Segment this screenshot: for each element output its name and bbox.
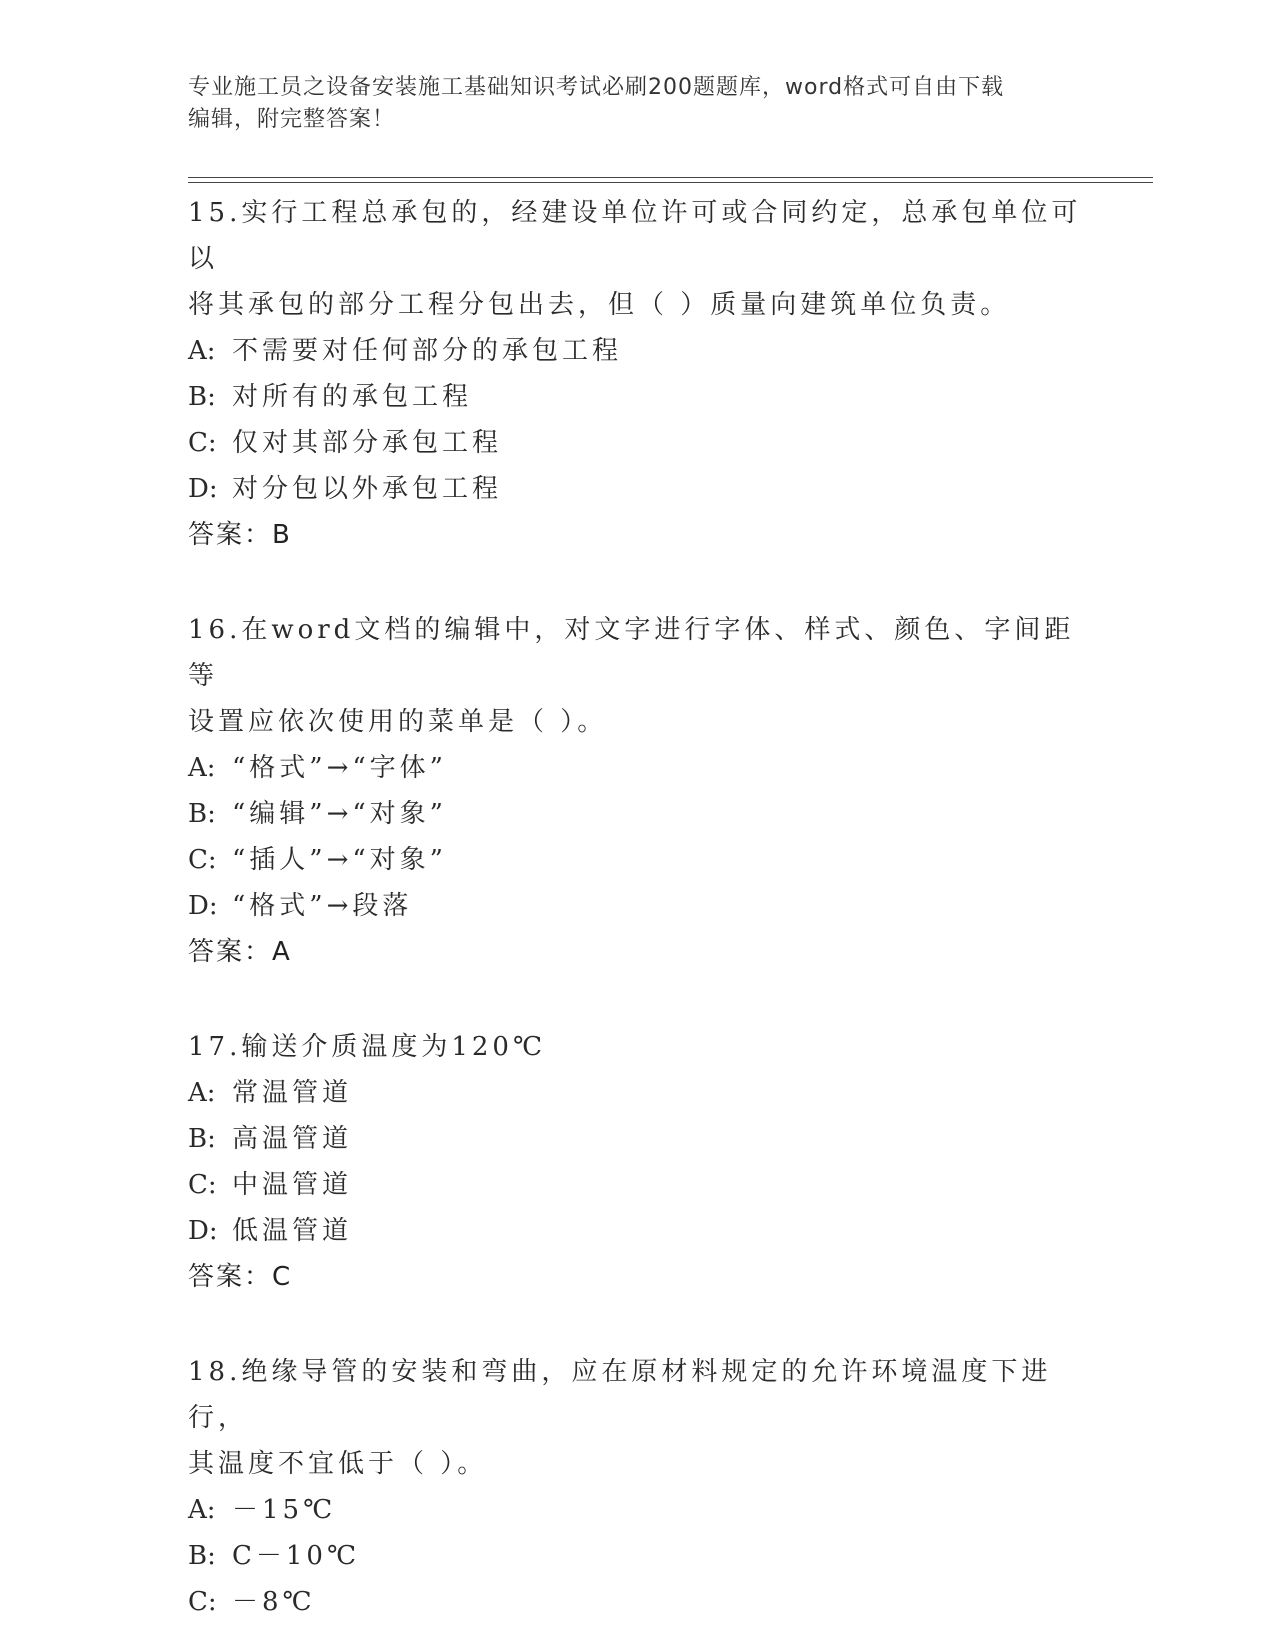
option-b — [188, 374, 1088, 420]
option-letter: B: — [188, 1124, 216, 1154]
question-15 — [188, 190, 1088, 558]
option-b — [188, 791, 1088, 837]
option-text: －8℃ — [232, 1587, 316, 1617]
option-c — [188, 1579, 1088, 1625]
option-letter: A: — [188, 1078, 216, 1108]
answer-key: 答案：B — [188, 520, 292, 550]
option-letter: C: — [188, 1587, 217, 1617]
option-c — [188, 1162, 1088, 1208]
option-c — [188, 420, 1088, 466]
question-stem: 其温度不宜低于（ ）。 — [188, 1449, 488, 1479]
option-b — [188, 1116, 1088, 1162]
option-text: 中温管道 — [232, 1170, 353, 1200]
option-letter: B: — [188, 1541, 216, 1571]
question-18 — [188, 1349, 1088, 1625]
header-divider-top — [188, 177, 1153, 178]
option-letter: D: — [188, 474, 218, 504]
header-line-2: 编辑，附完整答案！ — [188, 107, 396, 132]
option-d — [188, 466, 1088, 512]
option-text: －15℃ — [232, 1495, 337, 1525]
option-text: C－10℃ — [232, 1541, 361, 1571]
option-d — [188, 1208, 1088, 1254]
option-letter: A: — [188, 336, 216, 366]
option-text: “格式”→“字体” — [232, 753, 447, 783]
option-c — [188, 837, 1088, 883]
option-text: “插人”→“对象” — [232, 845, 447, 875]
question-stem: 16.在word文档的编辑中，对文字进行字体、样式、颜色、字间距等 — [188, 615, 1075, 691]
header-divider-bottom — [188, 182, 1153, 183]
option-letter: B: — [188, 799, 216, 829]
option-letter: D: — [188, 891, 218, 921]
header-line-1: 专业施工员之设备安装施工基础知识考试必刷200题题库，word格式可自由下载 — [188, 75, 1005, 100]
option-letter: C: — [188, 1170, 217, 1200]
option-a — [188, 1487, 1088, 1533]
question-17 — [188, 1024, 1088, 1300]
option-letter: B: — [188, 382, 216, 412]
option-text: 对所有的承包工程 — [232, 382, 473, 412]
option-letter: A: — [188, 753, 216, 783]
question-stem: 将其承包的部分工程分包出去，但（ ）质量向建筑单位负责。 — [188, 290, 1011, 320]
question-stem: 15.实行工程总承包的，经建设单位许可或合同约定，总承包单位可以 — [188, 198, 1082, 274]
option-text: 高温管道 — [232, 1124, 353, 1154]
option-text: 低温管道 — [232, 1216, 353, 1246]
question-stem: 18.绝缘导管的安装和弯曲，应在原材料规定的允许环境温度下进行， — [188, 1357, 1052, 1433]
option-a — [188, 745, 1088, 791]
question-stem: 设置应依次使用的菜单是（ ）。 — [188, 707, 608, 737]
question-list — [188, 190, 1088, 1625]
option-text: 仅对其部分承包工程 — [232, 428, 503, 458]
option-text: 常温管道 — [232, 1078, 353, 1108]
question-16 — [188, 607, 1088, 975]
option-letter: C: — [188, 845, 217, 875]
option-letter: A: — [188, 1495, 216, 1525]
option-text: “格式”→段落 — [232, 891, 413, 921]
option-text: 对分包以外承包工程 — [232, 474, 503, 504]
option-a — [188, 1070, 1088, 1116]
option-text: 不需要对任何部分的承包工程 — [232, 336, 623, 366]
option-b — [188, 1533, 1088, 1579]
option-letter: C: — [188, 428, 217, 458]
option-text: “编辑”→“对象” — [232, 799, 447, 829]
answer-key: 答案：C — [188, 1262, 293, 1292]
question-stem: 17.输送介质温度为120℃ — [188, 1032, 547, 1062]
option-d — [188, 883, 1088, 929]
option-letter: D: — [188, 1216, 218, 1246]
option-a — [188, 328, 1088, 374]
answer-key: 答案：A — [188, 937, 292, 967]
document-header — [188, 72, 1068, 136]
